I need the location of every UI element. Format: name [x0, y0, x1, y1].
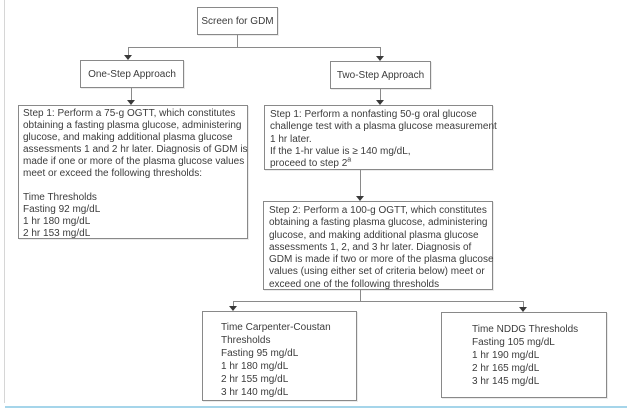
text-line: exceed one of the following thresholds [269, 278, 440, 290]
text-line: 1 hr later. [270, 133, 312, 145]
text-line: Step 1: Perform a nonfasting 50-g oral glucose [270, 109, 477, 120]
text-line: Fasting 105 mg/dL [472, 337, 555, 348]
text-line: If the 1-hr value is ≥ 140 mg/dL, [270, 145, 411, 157]
text-line: GDM is made if two or more of the plasma glucose [269, 254, 494, 266]
text-line: glucose, and making additional plasma glucose [23, 132, 233, 143]
text-line: 1 hr 180 mg/dL [221, 361, 289, 372]
text-line: glucose, and making additional plasma glucose [269, 229, 479, 241]
text-line: Time NDDG Thresholds [472, 324, 579, 335]
footnote-marker: a [347, 156, 352, 164]
text-line: 2 hr 153 mg/dL [23, 228, 91, 239]
node-carpenter-coustan-thresholds [202, 311, 357, 401]
node-two-step-step2 [263, 201, 493, 290]
node-two-step-step1 [264, 105, 497, 170]
node-one-step-detail [18, 105, 248, 239]
text-line: Time Carpenter-Coustan [221, 322, 331, 333]
node-screen-for-gdm [197, 7, 278, 35]
connector-line [131, 88, 132, 100]
text-line: 2 hr 155 mg/dL [221, 374, 289, 385]
step1-text [270, 109, 497, 158]
text-line: Thresholds [221, 335, 271, 346]
connector-line [128, 47, 381, 48]
bottom-divider-rule [5, 406, 627, 408]
text-line: 1 hr 180 mg/dL [23, 216, 91, 227]
text-line [23, 180, 243, 192]
connector-line [380, 89, 381, 100]
node-one-step-approach [80, 60, 184, 88]
text-line: Fasting 92 mg/dL [23, 204, 101, 215]
connector-line [360, 170, 361, 196]
text-line: obtaining a fasting plasma glucose, administering [269, 217, 488, 229]
text-line: 3 hr 140 mg/dL [221, 387, 289, 398]
node-nddg-thresholds [441, 312, 607, 398]
text-line: Fasting 95 mg/dL [221, 348, 299, 359]
step1-last-line-text: proceed to step 2 [270, 158, 348, 170]
text-line: made if one or more of the plasma glucose values [23, 156, 245, 167]
text-line: assessments 1 and 2 hr later. Diagnosis of GDM is [23, 144, 248, 155]
text-line: meet or exceed the following thresholds: [23, 168, 202, 179]
text-line: values (using either set of criteria below) meet or [269, 266, 485, 278]
node-label: Two-Step Approach [336, 69, 425, 81]
text-line: challenge test with a plasma glucose measurement [270, 121, 497, 133]
node-two-step-approach [330, 61, 431, 89]
node-label: Screen for GDM [201, 15, 274, 27]
text-line: 2 hr 165 mg/dL [472, 363, 540, 374]
connector-line [233, 301, 524, 302]
text-line: Step 1: Perform a 75-g OGTT, which constitutes [23, 108, 236, 119]
text-line: Time Thresholds [23, 192, 97, 203]
text-line: assessments 1, 2, and 3 hr later. Diagnosis of [269, 241, 472, 253]
text-line: 1 hr 190 mg/dL [472, 350, 540, 361]
text-line: 3 hr 145 mg/dL [472, 376, 540, 387]
step1-last-line [270, 158, 487, 170]
node-label: One-Step Approach [88, 68, 176, 80]
text-line: obtaining a fasting plasma glucose, administering [23, 120, 242, 131]
left-frame-border [4, 0, 5, 403]
text-line: Step 2: Perform a 100-g OGTT, which constitutes [269, 205, 487, 216]
